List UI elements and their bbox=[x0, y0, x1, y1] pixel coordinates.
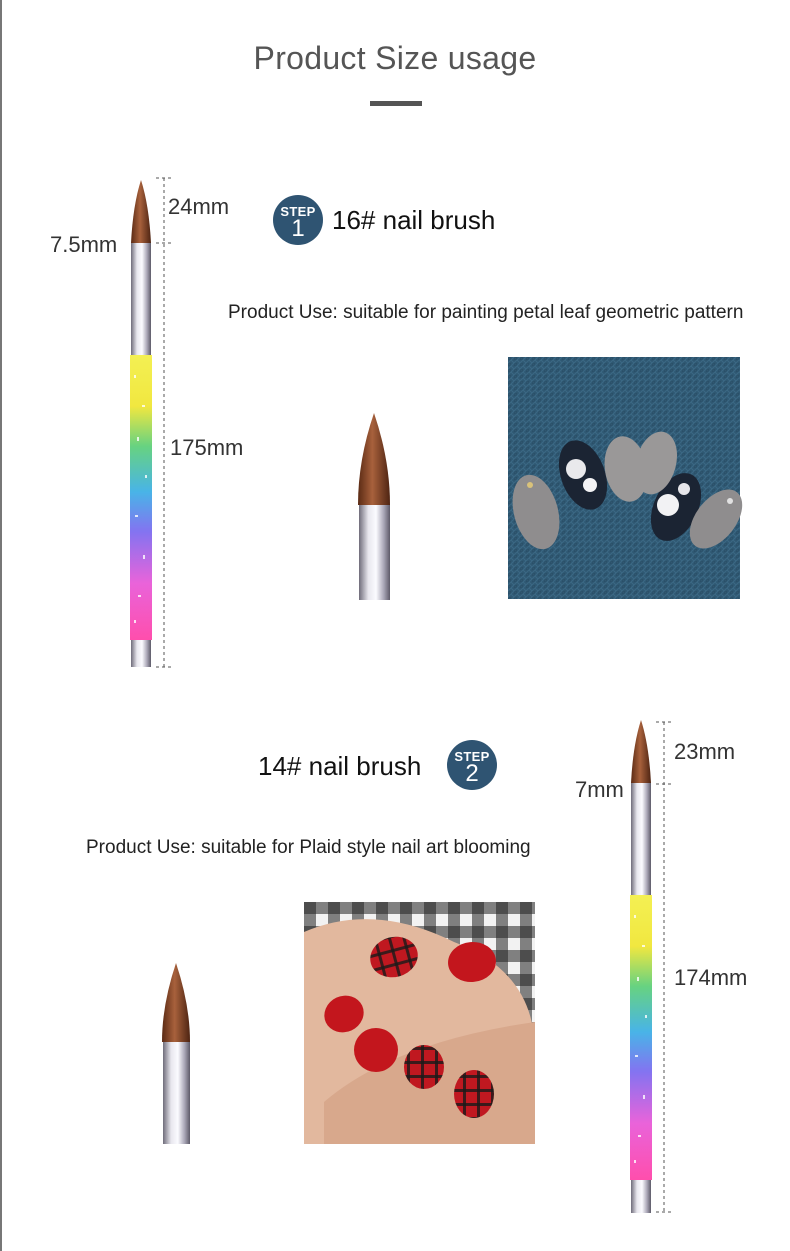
brush-16-closeup bbox=[350, 410, 400, 600]
product-name-14: 14# nail brush bbox=[258, 751, 422, 781]
dim-total-length-16: 175mm bbox=[170, 435, 244, 460]
page-title: Product Size usage bbox=[253, 40, 537, 76]
product-usage-16: Product Use: suitable for painting petal leaf geometric pattern bbox=[228, 302, 744, 323]
brush-14-closeup bbox=[155, 960, 200, 1145]
floral-nail-art-photo bbox=[508, 357, 740, 599]
step-badge-1 bbox=[273, 195, 323, 245]
plaid-nail-art-photo bbox=[304, 902, 535, 1144]
product-usage-14: Product Use: suitable for Plaid style nail art blooming bbox=[86, 837, 531, 858]
left-edge-rule bbox=[0, 0, 2, 1251]
dim-tip-length-14: 23mm bbox=[674, 739, 736, 764]
dimension-lines-brush-16 bbox=[150, 175, 180, 675]
dim-width-16: 7.5mm bbox=[50, 232, 118, 257]
dim-tip-length-16: 24mm bbox=[168, 194, 230, 219]
title-underline bbox=[370, 101, 422, 106]
step-badge-number: 2 bbox=[465, 760, 479, 787]
dim-width-14: 7mm bbox=[575, 777, 624, 802]
step-badge-label: STEP bbox=[454, 749, 490, 764]
step-badge-label: STEP bbox=[280, 204, 316, 219]
dim-total-length-14: 174mm bbox=[674, 965, 748, 990]
product-name-16: 16# nail brush bbox=[332, 205, 496, 235]
step-badge-number: 1 bbox=[291, 215, 305, 242]
step-badge-2 bbox=[447, 740, 497, 790]
